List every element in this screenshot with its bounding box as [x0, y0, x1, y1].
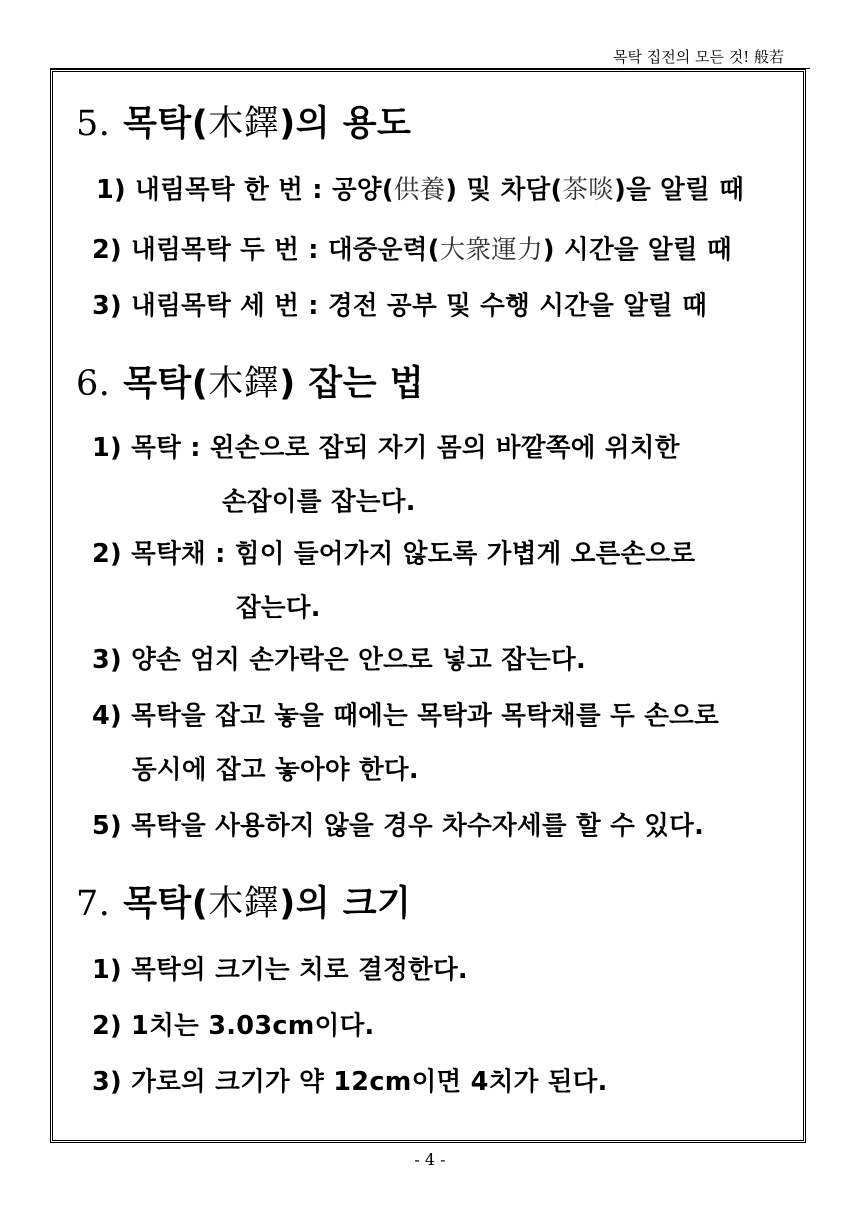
section-6-item-5: 5) 목탁을 사용하지 않을 경우 차수자세를 할 수 있다. [92, 811, 705, 841]
page-number: - 4 - [414, 1150, 446, 1169]
section-6-item-4: 4) 목탁을 잡고 놓을 때에는 목탁과 목탁채를 두 손으로 [92, 701, 720, 731]
section-6-item-1: 1) 목탁 : 왼손으로 잡되 자기 몸의 바깥쪽에 위치한 [92, 433, 680, 463]
section-6-item-1-cont: 손잡이를 잡는다. [222, 487, 416, 517]
section-heading-6: 6. 목탁(木鐸) 잡는 법 [76, 364, 425, 404]
section-heading-5: 5. 목탁(木鐸)의 용도 [76, 104, 412, 144]
section-6-item-2: 2) 목탁채 : 힘이 들어가지 않도록 가볍게 오른손으로 [92, 539, 696, 569]
section-5-item-2: 2) 내림목탁 두 번 : 대중운력(大衆運力) 시간을 알릴 때 [92, 235, 732, 265]
section-5-item-3: 3) 내림목탁 세 번 : 경전 공부 및 수행 시간을 알릴 때 [92, 291, 708, 321]
section-heading-7: 7. 목탁(木鐸)의 크기 [76, 884, 412, 924]
section-6-item-3: 3) 양손 엄지 손가락은 안으로 넣고 잡는다. [92, 645, 586, 675]
running-header: 목탁 집전의 모든 것! 般若 [612, 48, 784, 66]
section-7-item-3: 3) 가로의 크기가 약 12cm이면 4치가 된다. [92, 1067, 608, 1097]
section-6-item-4-cont: 동시에 잡고 놓아야 한다. [132, 755, 419, 785]
section-7-item-1: 1) 목탁의 크기는 치로 결정한다. [92, 955, 468, 985]
section-6-item-2-cont: 잡는다. [236, 593, 321, 623]
section-7-item-2: 2) 1치는 3.03cm이다. [92, 1011, 375, 1041]
section-5-item-1: 1) 내림목탁 한 번 : 공양(供養) 및 차담(茶啖)을 알릴 때 [96, 175, 745, 205]
